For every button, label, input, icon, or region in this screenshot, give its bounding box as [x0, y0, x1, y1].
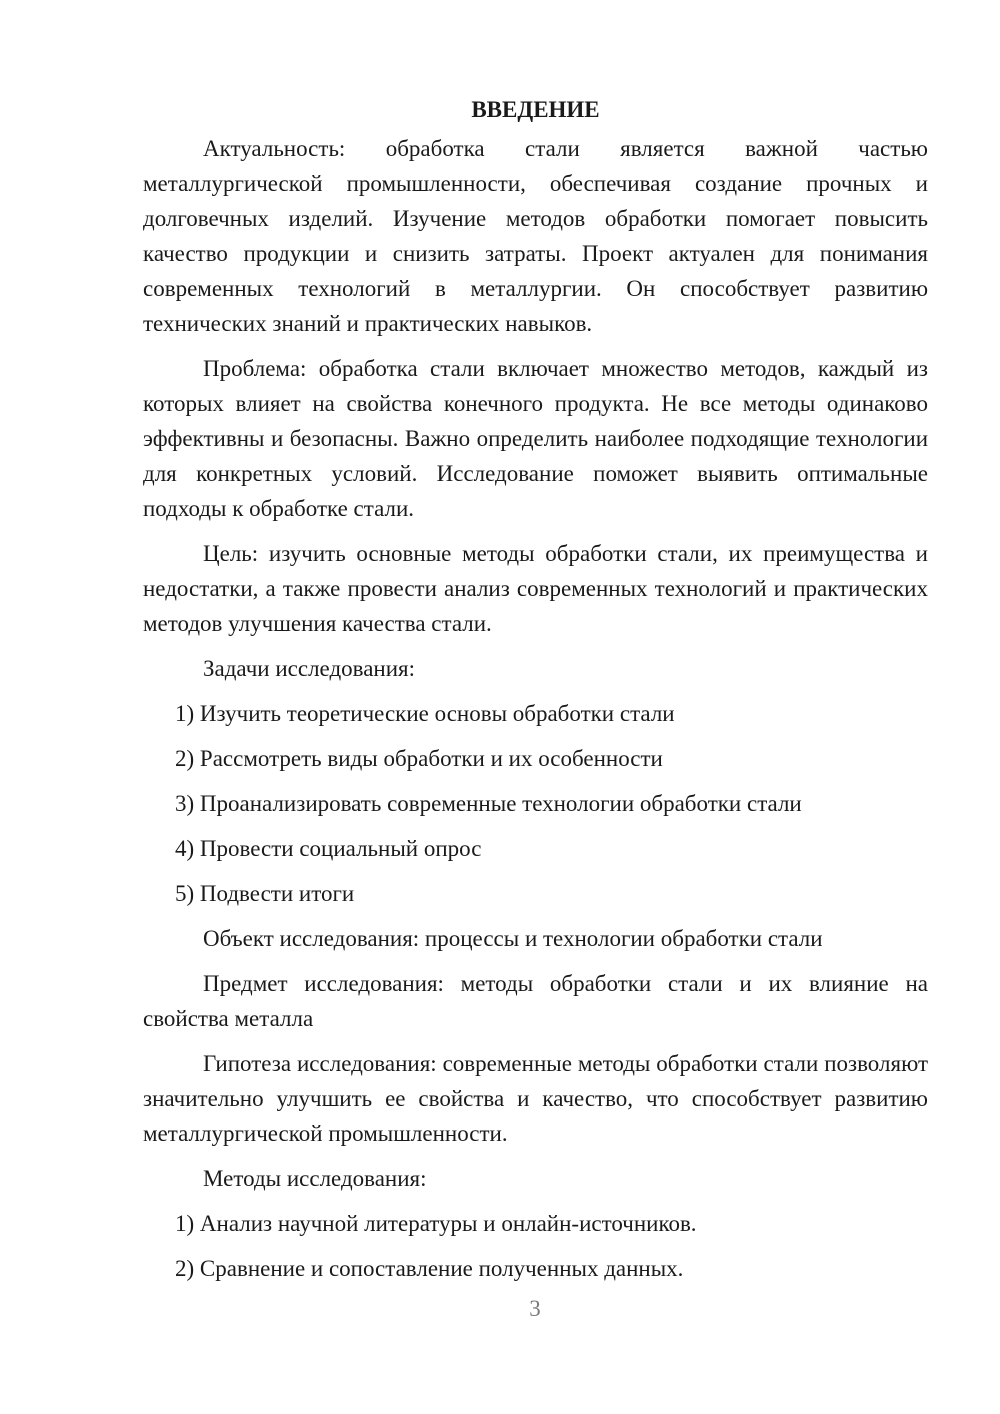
hypothesis-paragraph: Гипотеза исследования: современные методы обработки стали позволяют значительно улучшить ее свойства и качество, что способствует развитию металлургической промышленности. [143, 1051, 928, 1146]
tasks-heading: Задачи исследования: [203, 656, 416, 681]
document-page [143, 92, 928, 1296]
page-number: 3 [529, 1296, 541, 1321]
section-title: ВВЕДЕНИЕ [471, 97, 600, 122]
task-item: 2) Рассмотреть виды обработки и их особенности [175, 746, 663, 771]
methods-heading: Методы исследования: [203, 1166, 427, 1191]
subject-paragraph: Предмет исследования: методы обработки стали и их влияние на свойства металла [143, 971, 928, 1031]
task-item: 3) Проанализировать современные технологии обработки стали [175, 791, 802, 816]
object-paragraph: Объект исследования: процессы и технологии обработки стали [203, 926, 823, 951]
goal-paragraph: Цель: изучить основные методы обработки стали, их преимущества и недостатки, а также провести анализ современных технологий и практических методов улучшения качества стали. [143, 541, 928, 636]
method-item: 2) Сравнение и сопоставление полученных данных. [175, 1256, 684, 1281]
method-item: 1) Анализ научной литературы и онлайн-источников. [175, 1211, 697, 1236]
relevance-paragraph: Актуальность: обработка стали является важной частью металлургической промышленности, обеспечивая создание прочных и долговечных изделий. Изучение методов обработки помогает повысить качество продукции и снизить затраты. Проект актуален для понимания современных технологий в металлургии. Он способствует развитию технических знаний и практических навыков. [143, 136, 928, 336]
task-item: 4) Провести социальный опрос [175, 836, 482, 861]
task-item: 1) Изучить теоретические основы обработки стали [175, 701, 675, 726]
problem-paragraph: Проблема: обработка стали включает множество методов, каждый из которых влияет на свойства конечного продукта. Не все методы одинаково эффективны и безопасны. Важно определить наиболее подходящие технологии для конкретных условий. Исследование поможет выявить оптимальные подходы к обработке стали. [143, 356, 928, 521]
task-item: 5) Подвести итоги [175, 881, 355, 906]
